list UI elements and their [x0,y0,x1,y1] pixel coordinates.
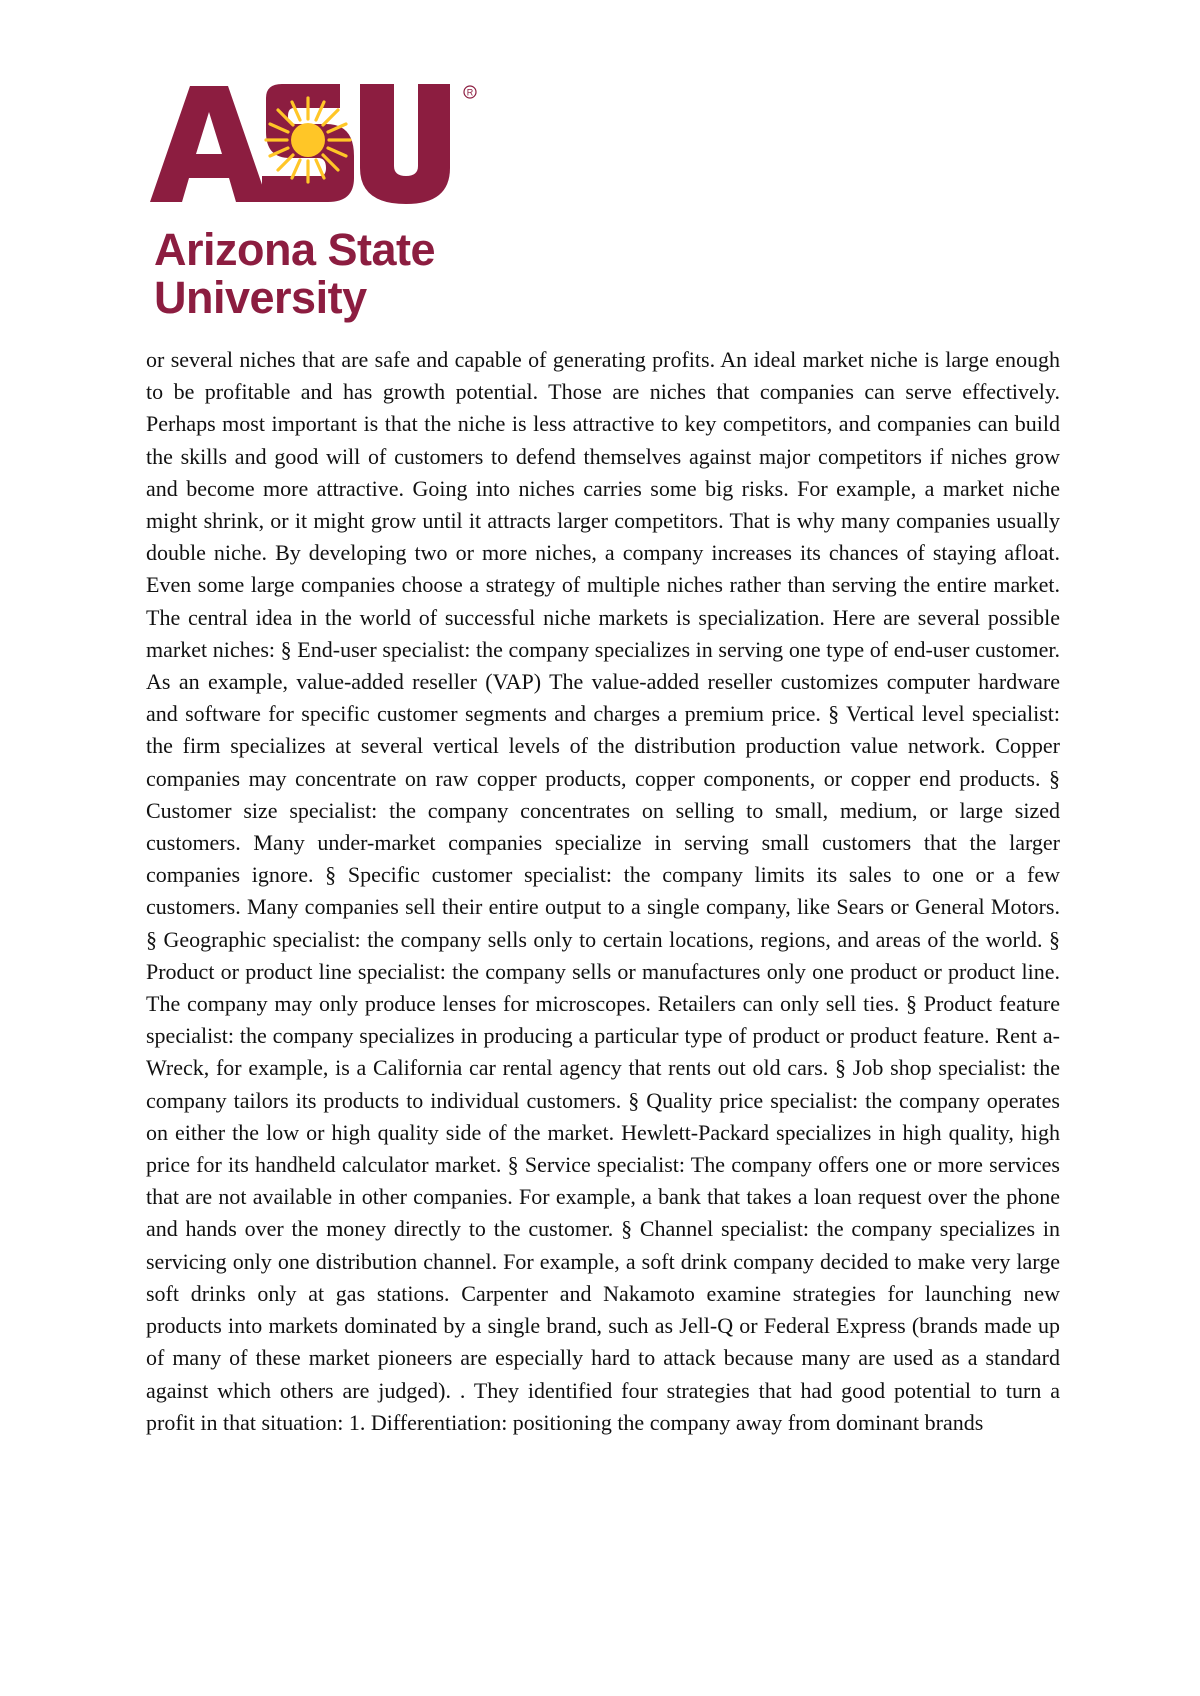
svg-text:R: R [466,87,474,98]
asu-logo-mark [150,78,490,208]
asu-logo [150,78,550,348]
sunburst-icon [266,98,350,182]
university-name-line2: University [154,272,367,323]
body-paragraph: or several niches that are safe and capable of generating profits. An ideal market niche is large enough to be profitable and has growth potential. Those are niches that companies can serve effectively. Perhaps most important is that the niche is less attractive to key competitors, and companies can build the skills and good will of customers to defend themselves against major competitors if niches grow and become more attractive. Going into niches carries some big risks. For example, a market niche might shrink, or it might grow until it attracts larger competitors. That is why many companies usually double niche. By developing two or more niches, a company increases its chances of staying afloat. Even some large companies choose a strategy of multiple niches rather than serving the entire market. The central idea in the world of successful niche markets is specialization. Here are several possible market niches: § End-user specialist: the company specializes in serving one type of end-user customer. As an example, value-added reseller (VAP) The value-added reseller customizes computer hardware and software for specific customer segments and charges a premium price. § Vertical level specialist: the firm specializes at several vertical levels of the distribution production value network. Copper companies may concentrate on raw copper products, copper components, or copper end products. § Customer size specialist: the company concentrates on selling to small, medium, or large sized customers. Many under-market companies specialize in serving small customers that the larger companies ignore. § Specific customer specialist: the company limits its sales to one or a few customers. Many companies sell their entire output to a single company, like Sears or General Motors. § Geographic specialist: the company sells only to certain locations, regions, and areas of the world. § Product or product line specialist: the company sells or manufactures only one product or product line. The company may only produce lenses for microscopes. Retailers can only sell ties. § Product feature specialist: the company specializes in producing a particular type of product or product feature. Rent a-Wreck, for example, is a California car rental agency that rents out old cars. § Job shop specialist: the company tailors its products to individual customers. § Quality price specialist: the company operates on either the low or high quality side of the market. Hewlett-Packard specializes in high quality, high price for its handheld calculator market. § Service specialist: The company offers one or more services that are not available in other companies. For example, a bank that takes a loan request over the phone and hands over the money directly to the customer. § Channel specialist: the company specializes in servicing only one distribution channel. For example, a soft drink company decided to make very large soft drinks only at gas stations. Carpenter and Nakamoto examine strategies for launching new products into markets dominated by a single brand, such as Jell-Q or Federal Express (brands made up of many of these market pioneers are especially hard to attack because many are used as a standard against which others are judged). . They identified four strategies that had good potential to turn a profit in that situation: 1. Differentiation: positioning the company away from dominant brands [146,347,1060,1435]
university-name-line1: Arizona State [154,224,436,275]
university-name [154,226,435,322]
